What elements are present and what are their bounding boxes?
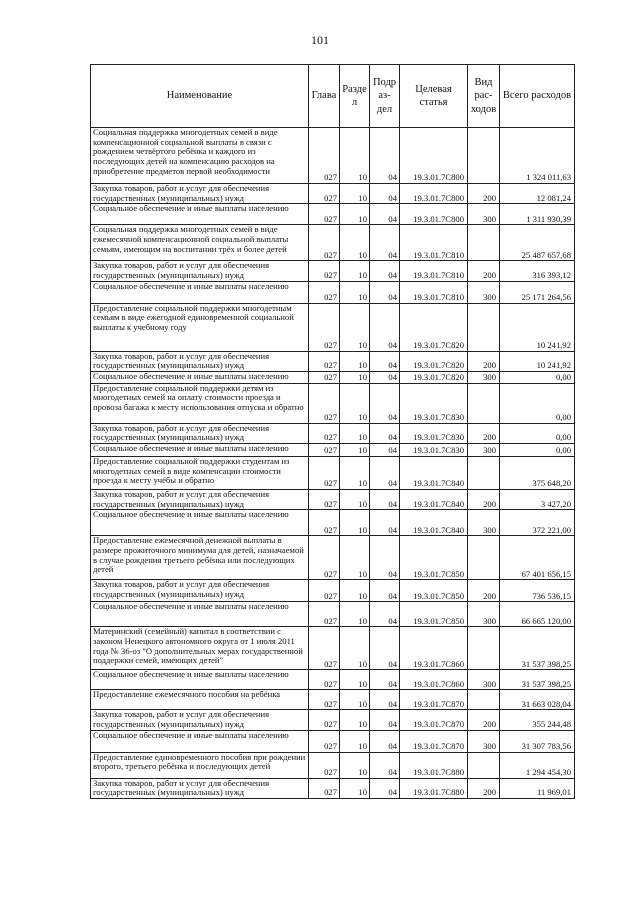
row-name: Социальное обеспечение и иные выплаты населению (91, 730, 309, 752)
row-podrazdel: 04 (370, 690, 400, 710)
header-total: Всего расходов (500, 65, 575, 128)
table-row (91, 490, 575, 510)
row-podrazdel: 04 (370, 457, 400, 490)
row-kind: 300 (468, 670, 500, 690)
row-kind: 200 (468, 351, 500, 371)
table-body (91, 128, 575, 799)
row-podrazdel: 04 (370, 281, 400, 303)
page-number: 101 (311, 33, 329, 47)
row-razdel: 10 (340, 602, 370, 627)
row-name: Предоставление социальной поддержки студентам из многодетных семей в виде компенсации стоимости проезда к месту учёбы и обратно (91, 457, 309, 490)
row-article: 19.3.01.7С820 (400, 351, 468, 371)
row-kind: 200 (468, 423, 500, 443)
table-row (91, 730, 575, 752)
row-razdel: 10 (340, 383, 370, 423)
row-glava: 027 (309, 730, 340, 752)
row-kind (468, 627, 500, 670)
row-glava: 027 (309, 128, 340, 184)
row-razdel: 10 (340, 261, 370, 281)
row-glava: 027 (309, 351, 340, 371)
row-kind: 300 (468, 281, 500, 303)
row-glava: 027 (309, 752, 340, 778)
row-name: Предоставление социальной поддержки детям из многодетных семей на оплату стоимости проезда и провоза багажа к месту использования отпуска и обратно (91, 383, 309, 423)
row-kind (468, 225, 500, 261)
row-total: 355 244,48 (500, 710, 575, 730)
row-podrazdel: 04 (370, 536, 400, 580)
table-row (91, 778, 575, 798)
row-article: 19.3.01.7С810 (400, 225, 468, 261)
row-razdel: 10 (340, 225, 370, 261)
row-article: 19.3.01.7С800 (400, 128, 468, 184)
header-row (91, 65, 575, 128)
row-kind: 200 (468, 580, 500, 602)
header-name: Наименование (91, 65, 309, 128)
row-kind: 200 (468, 490, 500, 510)
row-total: 316 393,12 (500, 261, 575, 281)
row-total: 31 537 398,25 (500, 670, 575, 690)
row-article: 19.3.01.7С880 (400, 778, 468, 798)
row-kind (468, 536, 500, 580)
row-total: 0,00 (500, 383, 575, 423)
row-razdel: 10 (340, 730, 370, 752)
row-podrazdel: 04 (370, 423, 400, 443)
row-kind: 300 (468, 730, 500, 752)
table-row (91, 580, 575, 602)
row-name: Закупка товаров, работ и услуг для обеспечения государственных (муниципальных) нужд (91, 490, 309, 510)
row-article: 19.3.01.7С860 (400, 627, 468, 670)
row-razdel: 10 (340, 752, 370, 778)
row-total: 25 487 657,68 (500, 225, 575, 261)
row-article: 19.3.01.7С850 (400, 602, 468, 627)
row-total: 0,00 (500, 423, 575, 443)
row-podrazdel: 04 (370, 602, 400, 627)
row-kind: 300 (468, 510, 500, 536)
row-total: 0,00 (500, 444, 575, 457)
row-razdel: 10 (340, 690, 370, 710)
row-kind: 300 (468, 602, 500, 627)
table-row (91, 752, 575, 778)
row-kind (468, 128, 500, 184)
row-article: 19.3.01.7С840 (400, 510, 468, 536)
row-podrazdel: 04 (370, 383, 400, 423)
row-glava: 027 (309, 536, 340, 580)
table-row (91, 423, 575, 443)
row-podrazdel: 04 (370, 778, 400, 798)
table-row (91, 128, 575, 184)
row-name: Закупка товаров, работ и услуг для обеспечения государственных (муниципальных) нужд (91, 580, 309, 602)
row-total: 67 401 656,15 (500, 536, 575, 580)
row-total: 31 307 783,56 (500, 730, 575, 752)
row-name: Закупка товаров, работ и услуг для обеспечения государственных (муниципальных) нужд (91, 778, 309, 798)
row-article: 19.3.01.7С870 (400, 690, 468, 710)
row-total: 1 324 011,63 (500, 128, 575, 184)
budget-table (90, 64, 575, 799)
row-glava: 027 (309, 444, 340, 457)
row-podrazdel: 04 (370, 351, 400, 371)
header-podrazdel: Подр аз- дел (370, 65, 400, 128)
row-razdel: 10 (340, 204, 370, 225)
row-name: Социальное обеспечение и иные выплаты населению (91, 670, 309, 690)
row-article: 19.3.01.7С840 (400, 490, 468, 510)
row-podrazdel: 04 (370, 261, 400, 281)
row-name: Социальная поддержка многодетных семей в виде ежемесячной компенсационной социальной выплаты семьям, имеющим на воспитании трёх и более детей (91, 225, 309, 261)
row-total: 3 427,20 (500, 490, 575, 510)
row-glava: 027 (309, 580, 340, 602)
row-name: Социальная поддержка многодетных семей в виде компенсационной социальной выплаты в связи с рождением четвёртого ребёнка и каждого из последующих детей на компенсацию расходов на приобретение предметов первой необходимости (91, 128, 309, 184)
row-razdel: 10 (340, 423, 370, 443)
row-glava: 027 (309, 602, 340, 627)
row-kind: 200 (468, 710, 500, 730)
row-article: 19.3.01.7С800 (400, 204, 468, 225)
row-glava: 027 (309, 371, 340, 383)
row-kind: 300 (468, 204, 500, 225)
row-kind (468, 457, 500, 490)
row-total: 10 241,92 (500, 351, 575, 371)
row-razdel: 10 (340, 627, 370, 670)
header-article: Целевая статья (400, 65, 468, 128)
table-row (91, 670, 575, 690)
row-kind (468, 383, 500, 423)
row-total: 12 081,24 (500, 184, 575, 204)
header-kind: Вид рас- ходов (468, 65, 500, 128)
row-article: 19.3.01.7С850 (400, 580, 468, 602)
row-total: 31 663 028,04 (500, 690, 575, 710)
row-article: 19.3.01.7С880 (400, 752, 468, 778)
row-article: 19.3.01.7С800 (400, 184, 468, 204)
row-article: 19.3.01.7С870 (400, 710, 468, 730)
table-row (91, 457, 575, 490)
table-row (91, 303, 575, 351)
row-kind: 300 (468, 444, 500, 457)
row-podrazdel: 04 (370, 730, 400, 752)
row-name: Материнский (семейный) капитал в соответствии с законом Ненецкого автономного округа от 1 июля 2011 года № 36-оз "О дополнительных мерах государственной поддержки семей, имеющих детей" (91, 627, 309, 670)
row-total: 31 537 398,25 (500, 627, 575, 670)
row-glava: 027 (309, 690, 340, 710)
table-row (91, 444, 575, 457)
table-row (91, 536, 575, 580)
table-row (91, 627, 575, 670)
row-glava: 027 (309, 225, 340, 261)
row-name: Социальное обеспечение и иные выплаты населению (91, 444, 309, 457)
row-podrazdel: 04 (370, 490, 400, 510)
row-podrazdel: 04 (370, 184, 400, 204)
row-glava: 027 (309, 627, 340, 670)
row-total: 11 969,01 (500, 778, 575, 798)
row-glava: 027 (309, 303, 340, 351)
row-podrazdel: 04 (370, 627, 400, 670)
row-total: 10 241,92 (500, 303, 575, 351)
row-total: 1 311 930,39 (500, 204, 575, 225)
row-podrazdel: 04 (370, 371, 400, 383)
row-article: 19.3.01.7С850 (400, 536, 468, 580)
row-total: 372 221,00 (500, 510, 575, 536)
row-article: 19.3.01.7С820 (400, 371, 468, 383)
row-name: Социальное обеспечение и иные выплаты населению (91, 281, 309, 303)
row-total: 25 171 264,56 (500, 281, 575, 303)
row-name: Закупка товаров, работ и услуг для обеспечения государственных (муниципальных) нужд (91, 710, 309, 730)
row-glava: 027 (309, 383, 340, 423)
table-row (91, 225, 575, 261)
row-name: Закупка товаров, работ и услуг для обеспечения государственных (муниципальных) нужд (91, 423, 309, 443)
row-article: 19.3.01.7С810 (400, 281, 468, 303)
row-name: Предоставление ежемесячной денежной выплаты в размере прожиточного минимума для детей, назначаемой в случае рождения третьего ребёнка или последующих детей (91, 536, 309, 580)
row-razdel: 10 (340, 303, 370, 351)
row-glava: 027 (309, 261, 340, 281)
row-razdel: 10 (340, 457, 370, 490)
row-kind: 300 (468, 371, 500, 383)
row-glava: 027 (309, 423, 340, 443)
table-row (91, 204, 575, 225)
row-article: 19.3.01.7С830 (400, 444, 468, 457)
row-total: 0,00 (500, 371, 575, 383)
row-podrazdel: 04 (370, 580, 400, 602)
row-glava: 027 (309, 204, 340, 225)
row-total: 375 648,20 (500, 457, 575, 490)
row-article: 19.3.01.7С810 (400, 261, 468, 281)
table-row (91, 351, 575, 371)
row-kind: 200 (468, 778, 500, 798)
row-glava: 027 (309, 710, 340, 730)
row-article: 19.3.01.7С830 (400, 383, 468, 423)
table-row (91, 281, 575, 303)
row-razdel: 10 (340, 580, 370, 602)
row-name: Закупка товаров, работ и услуг для обеспечения государственных (муниципальных) нужд (91, 261, 309, 281)
row-razdel: 10 (340, 670, 370, 690)
row-razdel: 10 (340, 184, 370, 204)
row-kind (468, 752, 500, 778)
row-podrazdel: 04 (370, 303, 400, 351)
row-razdel: 10 (340, 710, 370, 730)
row-podrazdel: 04 (370, 670, 400, 690)
row-glava: 027 (309, 281, 340, 303)
row-podrazdel: 04 (370, 128, 400, 184)
row-name: Социальное обеспечение и иные выплаты населению (91, 204, 309, 225)
row-glava: 027 (309, 510, 340, 536)
row-glava: 027 (309, 490, 340, 510)
table-row (91, 184, 575, 204)
row-podrazdel: 04 (370, 510, 400, 536)
table-row (91, 261, 575, 281)
row-razdel: 10 (340, 371, 370, 383)
row-total: 1 294 454,30 (500, 752, 575, 778)
table-row (91, 371, 575, 383)
row-podrazdel: 04 (370, 204, 400, 225)
row-name: Социальное обеспечение и иные выплаты населению (91, 371, 309, 383)
row-glava: 027 (309, 778, 340, 798)
row-article: 19.3.01.7С820 (400, 303, 468, 351)
row-name: Социальное обеспечение и иные выплаты населению (91, 602, 309, 627)
row-razdel: 10 (340, 281, 370, 303)
header-glava: Глава (309, 65, 340, 128)
row-article: 19.3.01.7С830 (400, 423, 468, 443)
row-article: 19.3.01.7С860 (400, 670, 468, 690)
row-razdel: 10 (340, 128, 370, 184)
row-razdel: 10 (340, 510, 370, 536)
row-article: 19.3.01.7С840 (400, 457, 468, 490)
row-total: 66 665 120,00 (500, 602, 575, 627)
row-glava: 027 (309, 670, 340, 690)
row-razdel: 10 (340, 490, 370, 510)
row-razdel: 10 (340, 351, 370, 371)
row-article: 19.3.01.7С870 (400, 730, 468, 752)
table-row (91, 383, 575, 423)
row-glava: 027 (309, 184, 340, 204)
row-razdel: 10 (340, 444, 370, 457)
row-podrazdel: 04 (370, 225, 400, 261)
row-kind (468, 690, 500, 710)
row-razdel: 10 (340, 778, 370, 798)
row-name: Социальное обеспечение и иные выплаты населению (91, 510, 309, 536)
row-kind: 200 (468, 184, 500, 204)
table-row (91, 602, 575, 627)
table-row (91, 510, 575, 536)
table-row (91, 710, 575, 730)
row-name: Предоставление ежемесячного пособия на ребёнка (91, 690, 309, 710)
row-name: Предоставление единовременного пособия при рождении второго, третьего ребёнка и последующих детей (91, 752, 309, 778)
table-row (91, 690, 575, 710)
row-name: Закупка товаров, работ и услуг для обеспечения государственных (муниципальных) нужд (91, 184, 309, 204)
row-razdel: 10 (340, 536, 370, 580)
row-podrazdel: 04 (370, 710, 400, 730)
row-name: Предоставление социальной поддержки многодетным семьям в виде ежегодной единовременной социальной выплаты к учебному году (91, 303, 309, 351)
row-name: Закупка товаров, работ и услуг для обеспечения государственных (муниципальных) нужд (91, 351, 309, 371)
row-podrazdel: 04 (370, 752, 400, 778)
header-razdel: Разде л (340, 65, 370, 128)
row-total: 736 536,15 (500, 580, 575, 602)
row-glava: 027 (309, 457, 340, 490)
row-podrazdel: 04 (370, 444, 400, 457)
row-kind (468, 303, 500, 351)
row-kind: 200 (468, 261, 500, 281)
